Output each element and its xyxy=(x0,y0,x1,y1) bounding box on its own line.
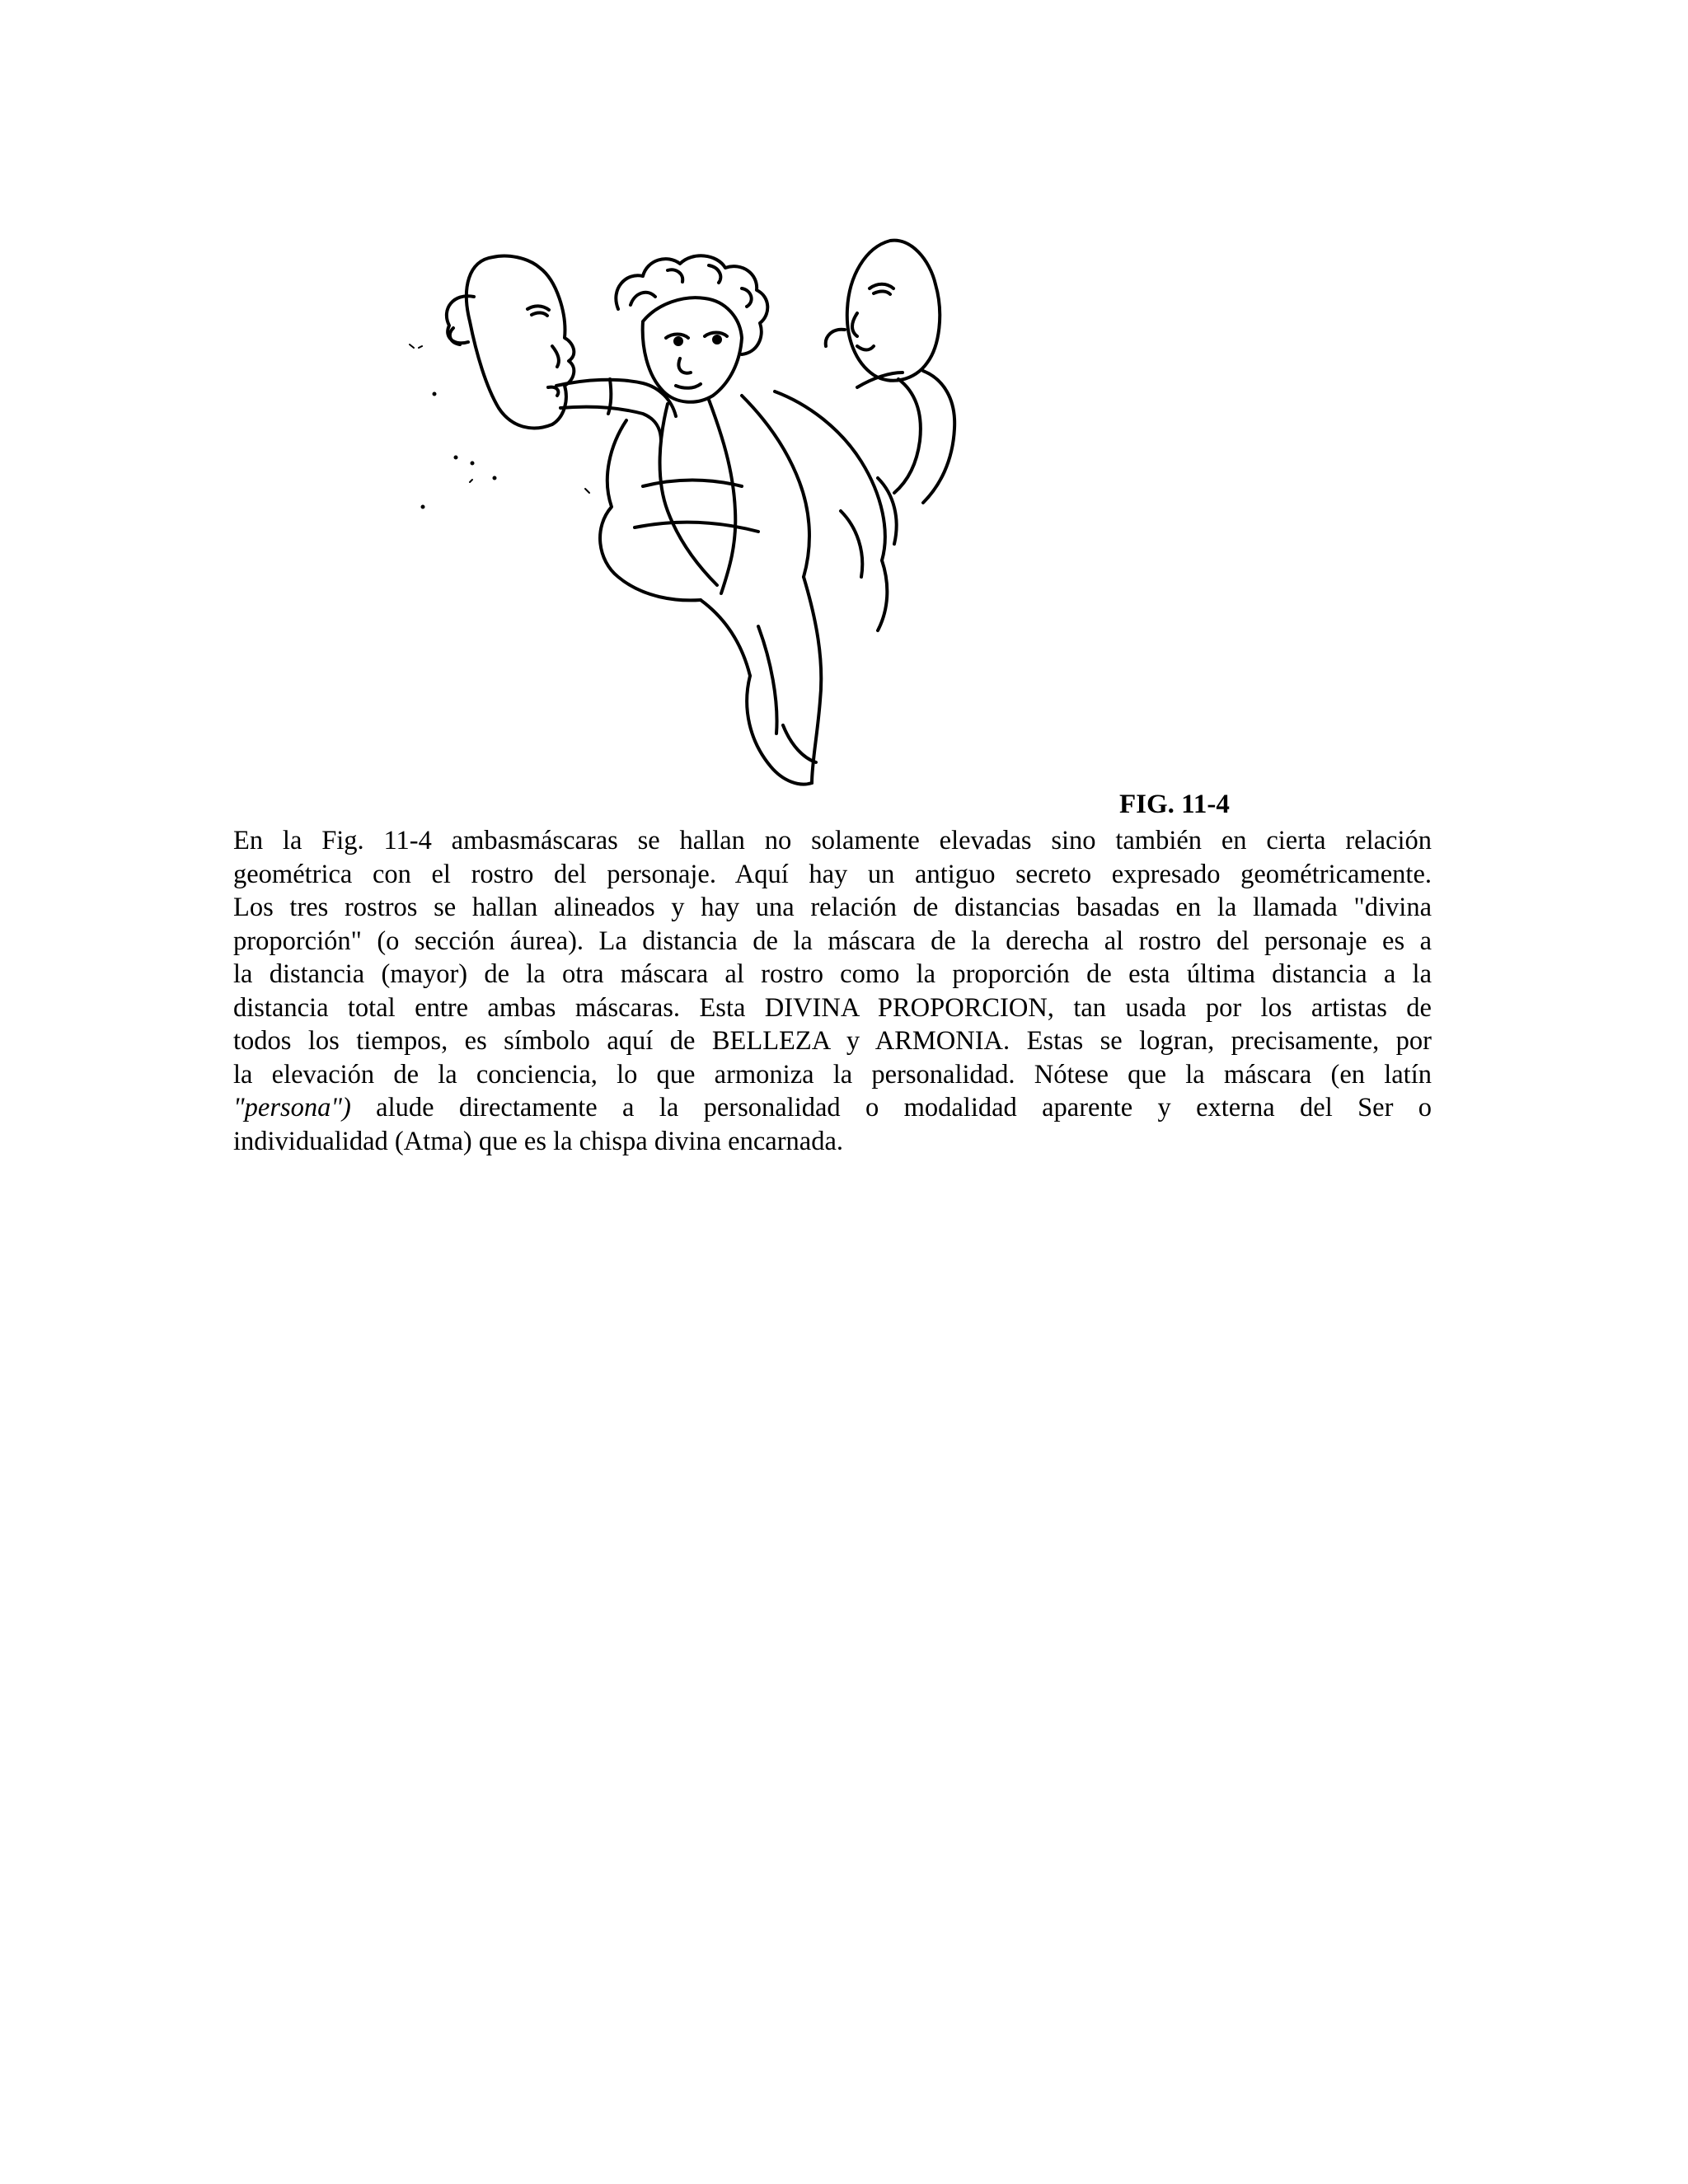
draped-body-drawing xyxy=(600,391,897,785)
right-mask-drawing xyxy=(826,241,940,381)
paragraph-line-with-italic xyxy=(233,1091,1432,1125)
paragraph-line: todos los tiempos, es símbolo aquí de BELLEZA y ARMONIA. Estas se logran, precisamente, por xyxy=(233,1026,1432,1056)
ink-specks xyxy=(410,344,589,509)
figure-illustration xyxy=(396,231,1104,808)
paragraph-line: distancia total entre ambas máscaras. Esta DIVINA PROPORCION, tan usada por los artistas de xyxy=(233,992,1432,1023)
body-paragraph xyxy=(233,824,1432,1158)
left-arm-drawing xyxy=(556,379,676,441)
paragraph-line: Los tres rostros se hallan alineados y hay una relación de distancias basadas en la llamada "divina xyxy=(233,893,1432,922)
paragraph-line: la elevación de la conciencia, lo que armoniza la personalidad. Nótese que la máscara (en latín xyxy=(233,1059,1432,1090)
paragraph-line: geométrica con el rostro del personaje. Aquí hay un antiguo secreto expresado geométricamente. xyxy=(233,859,1432,889)
paragraph-line: individualidad (Atma) que es la chispa divina encarnada. xyxy=(233,1126,844,1156)
paragraph-line: la distancia (mayor) de la otra máscara al rostro como la proporción de esta última distancia a la xyxy=(233,959,1432,989)
paragraph-line: En la Fig. 11-4 ambasmáscaras se hallan no solamente elevadas sino también en cierta relación xyxy=(233,826,1432,855)
figure-caption: FIG. 11-4 xyxy=(1119,790,1230,819)
central-head-drawing xyxy=(616,255,767,401)
italic-term: "persona") xyxy=(233,1093,351,1122)
paragraph-line-rest: alude directamente a la personalidad o modalidad aparente y externa del Ser o xyxy=(350,1093,1432,1122)
left-mask-drawing xyxy=(447,256,574,429)
paragraph-line: proporción" (o sección áurea). La distancia de la máscara de la derecha al rostro del personaje es a xyxy=(233,926,1432,956)
